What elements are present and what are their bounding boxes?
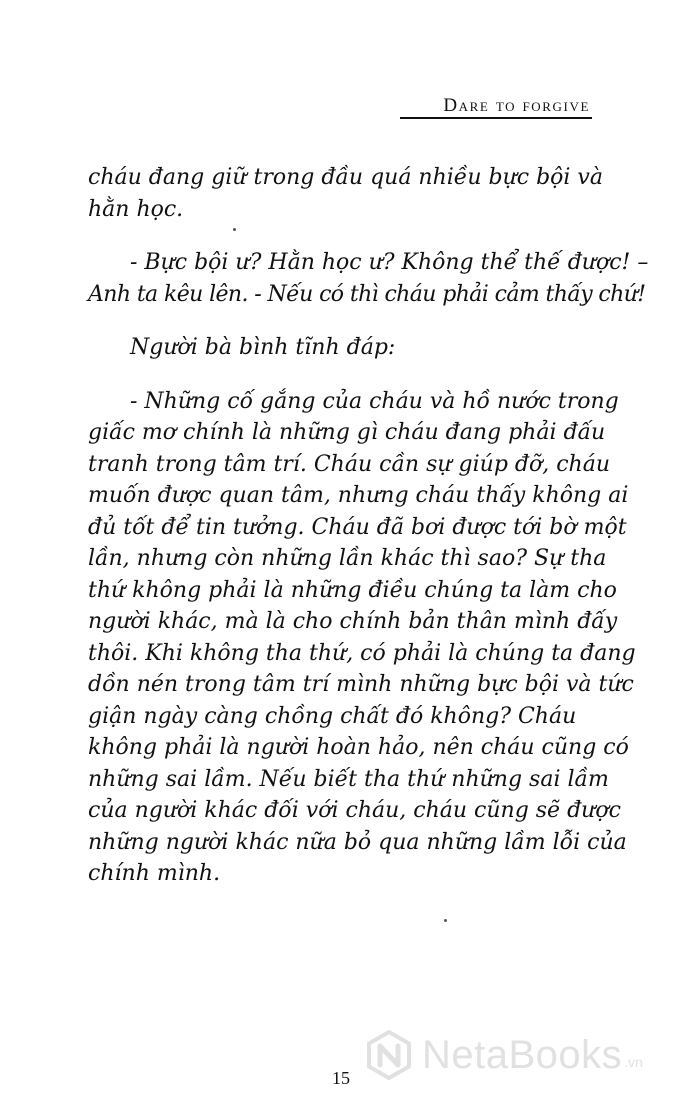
text-line: muốn được quan tâm, nhưng cháu thấy không ai xyxy=(88,483,629,508)
text-line: thứ không phải là những điều chúng ta làm cho xyxy=(88,577,617,603)
text-line: lần, nhưng còn những lần khác thì sao? Sự tha xyxy=(88,546,607,571)
print-speck xyxy=(444,919,447,922)
watermark xyxy=(364,1030,643,1080)
text-line: người khác, mà là cho chính bản thân mình đấy xyxy=(88,609,618,634)
text-line: - Bực bội ư? Hằn học ư? Không thể thế được! – xyxy=(130,250,649,275)
text-line: Anh ta kêu lên. - Nếu có thì cháu phải cảm thấy chứ! xyxy=(88,281,646,307)
text-line: - Những cố gắng của cháu và hồ nước trong xyxy=(130,388,619,414)
text-line: tranh trong tâm trí. Cháu cần sự giúp đỡ, cháu xyxy=(88,451,610,477)
watermark-suffix: .vn xyxy=(624,1054,643,1070)
paragraph-3 xyxy=(88,332,600,364)
text-line: chính mình. xyxy=(88,861,221,886)
text-line: hằn học. xyxy=(88,196,184,222)
running-header: Dare to forgive xyxy=(443,95,590,116)
text-line: Người bà bình tĩnh đáp: xyxy=(130,335,396,360)
paragraph-4 xyxy=(88,386,636,890)
netabooks-logo-icon xyxy=(364,1030,414,1080)
text-line: của người khác đối với cháu, cháu cũng sẽ được xyxy=(88,798,621,823)
watermark-brand: NetaBooks xyxy=(422,1032,623,1077)
page-number: 15 xyxy=(332,1068,350,1088)
text-line: giấc mơ chính là những gì cháu đang phải đấu xyxy=(88,420,606,445)
text-line: cháu đang giữ trong đầu quá nhiều bực bội và xyxy=(88,165,603,190)
text-line: những người khác nữa bỏ qua những lầm lỗi của xyxy=(88,829,627,855)
text-line: dồn nén trong tâm trí mình những bực bội và tức xyxy=(88,672,634,697)
print-speck xyxy=(233,228,236,231)
text-line: không phải là người hoàn hảo, nên cháu cũng có xyxy=(88,735,629,760)
paragraph-1 xyxy=(88,162,603,225)
paragraph-2 xyxy=(88,247,649,310)
body-text xyxy=(88,162,649,890)
text-line: đủ tốt để tin tưởng. Cháu đã bơi được tới bờ một xyxy=(88,514,627,540)
text-line: giận ngày càng chồng chất đó không? Cháu xyxy=(88,703,577,729)
header-rule xyxy=(400,117,592,119)
text-line: thôi. Khi không tha thứ, có phải là chúng ta đang xyxy=(88,640,636,666)
text-line: những sai lầm. Nếu biết tha thứ những sai lầm xyxy=(88,766,609,792)
